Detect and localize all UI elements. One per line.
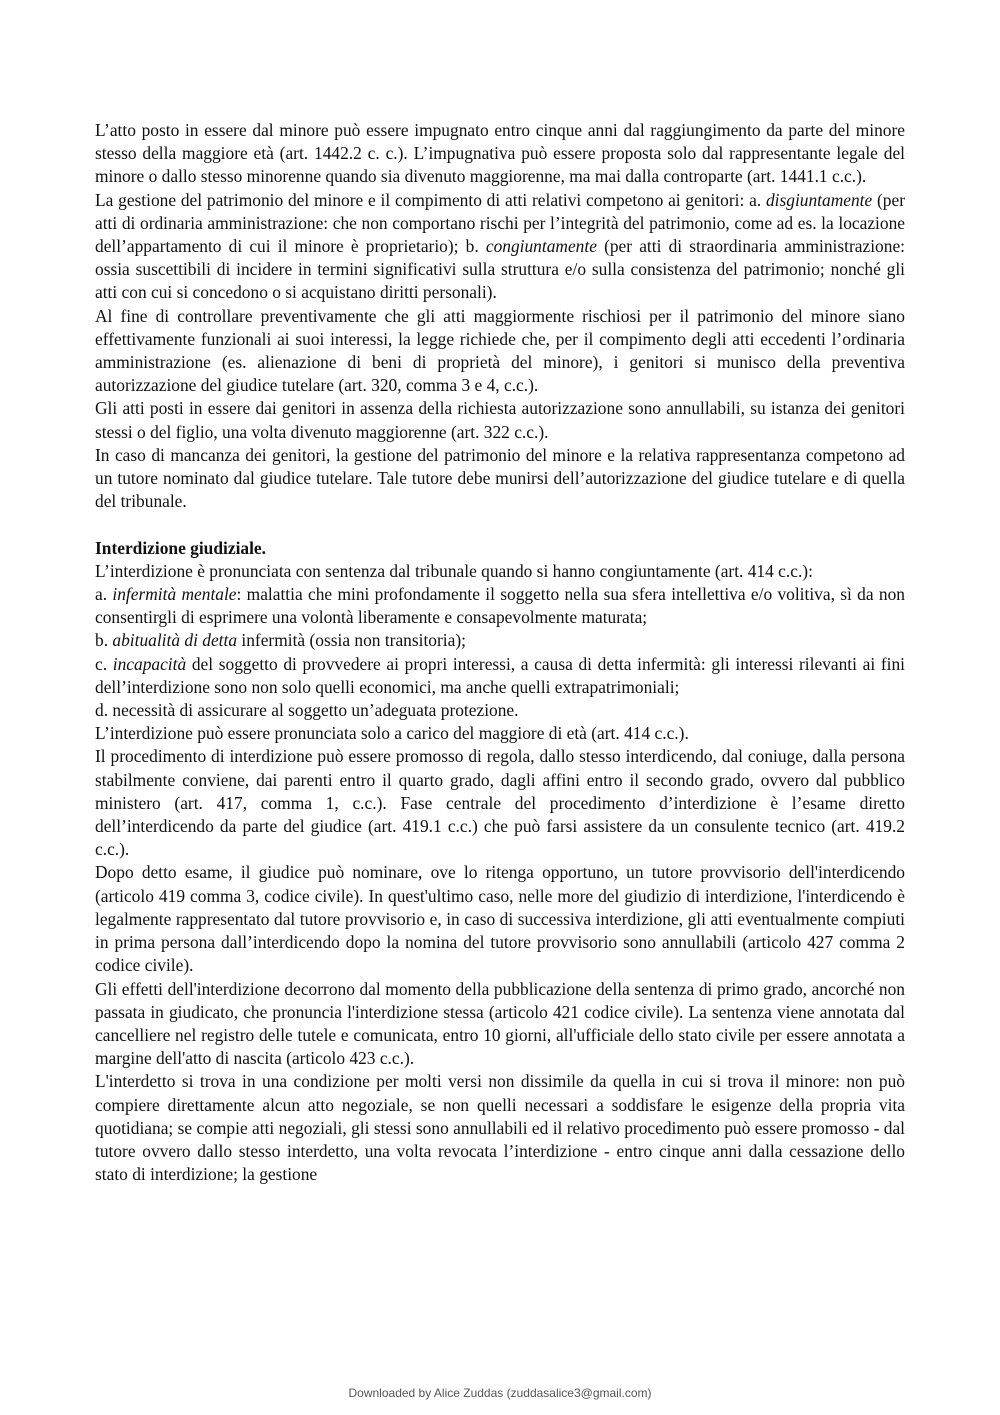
list-item-c <box>95 653 905 699</box>
item-prefix: b. <box>95 630 113 651</box>
paragraph-effetti: Gli effetti dell'interdizione decorrono dal momento della pubblicazione della sentenza di primo grado, ancorché non passata in giudicato, che pronuncia l'interdizione stessa (articolo 421 codice civile). La sentenza viene annotata dal cancelliere nel registro delle tutele e comunicata, entro 10 giorni, all'ufficiale dello stato civile per essere annotata a margine dell'atto di nascita (articolo 423 c.c.). <box>95 978 905 1069</box>
list-item-d: d. necessità di assicurare al soggetto un’adeguata protezione. <box>95 700 519 721</box>
list-item-b <box>95 629 905 652</box>
italic-term: infermità mentale <box>112 584 237 605</box>
section-heading: Interdizione giudiziale. <box>95 537 267 558</box>
text-run: (per atti di straordinaria amministrazione: ossia suscettibili di incidere in termini significativi sulla struttura e/o sulla consistenza del patrimonio; nonché gli atti con cui si concedono o si acquistano diritti personali). <box>95 236 905 303</box>
list-item-a <box>95 583 905 629</box>
item-text: infermità (ossia non transitoria); <box>237 630 466 651</box>
item-text: : malattia che mini profondamente il soggetto nella sua sfera intellettiva e/o volitiva, sì da non consentirgli di esprimere una volontà liberamente e consapevolmente maturata; <box>95 584 905 628</box>
download-footer: Downloaded by Alice Zuddas (zuddasalice3@gmail.com) <box>348 1386 652 1400</box>
blank-line <box>95 513 905 536</box>
paragraph-tutore-provvisorio: Dopo detto esame, il giudice può nominare, ove lo ritenga opportuno, un tutore provvisorio dell'interdicendo (articolo 419 comma 3, codice civile). In quest'ultimo caso, nelle more del giudizio di interdizione, l'interdicendo è legalmente rappresentato dal tutore provvisorio e, in caso di successiva interdizione, gli atti eventualmente compiuti in prima persona dall’interdicendo dopo la nomina del tutore provvisorio sono annullabili (articolo 427 comma 2 codice civile). <box>95 862 905 976</box>
text-run: La gestione del patrimonio del minore e il compimento di atti relativi competono ai genitori: a. <box>95 189 766 210</box>
italic-term: congiuntamente <box>485 236 597 257</box>
paragraph-controllo-preventivo: Al fine di controllare preventivamente che gli atti maggiormente rischiosi per il patrimonio del minore siano effettivamente funzionali ai suoi interessi, la legge richiede che, per il compimento degli atti eccedenti l’ordinaria amministrazione (es. alienazione di beni di proprietà del minore), i genitori si munisco della preventiva autorizzazione del giudice tutelare (art. 320, comma 3 e 4, c.c.). <box>95 305 905 396</box>
paragraph-annullabilita: Gli atti posti in essere dai genitori in assenza della richiesta autorizzazione sono annullabili, su istanza dei genitori stessi o del figlio, una volta divenuto maggiorenne (art. 322 c.c.). <box>95 398 905 442</box>
paragraph-impugnativa: L’atto posto in essere dal minore può essere impugnato entro cinque anni dal raggiungimento da parte del minore stesso della maggiore età (art. 1442.2 c. c.). L’impugnativa può essere proposta solo dal rappresentante legale del minore o dallo stesso minorenne quando sia divenuto maggiorenne, ma mai dalla controparte (art. 1441.1 c.c.). <box>95 120 905 187</box>
paragraph-gestione-patrimonio <box>95 189 905 305</box>
italic-term: disgiuntamente <box>765 189 873 210</box>
item-prefix: a. <box>95 584 113 605</box>
italic-term: abitualità di detta <box>112 630 238 651</box>
paragraph-interdetto: L'interdetto si trova in una condizione per molti versi non dissimile da quella in cui si trova il minore: non può compiere direttamente alcun atto negoziale, se non quelli necessari a soddisfare le esigenze della propria vita quotidiana; se compie atti negoziali, gli stessi sono annullabili ed il relativo procedimento può essere promosso - dal tutore ovvero dallo stesso interdetto, una volta revocata l’interdizione - entro cinque anni dalla cessazione dello stato di interdizione; la gestione <box>95 1071 905 1185</box>
paragraph-tutore: In caso di mancanza dei genitori, la gestione del patrimonio del minore e la relativa rappresentanza competono ad un tutore nominato dal giudice tutelare. Tale tutore debe munirsi dell’autorizzazione del giudice tutelare e di quella del tribunale. <box>95 444 905 512</box>
paragraph-interdizione-intro: L’interdizione è pronunciata con sentenza dal tribunale quando si hanno congiuntamente (art. 414 c.c.): <box>95 560 813 581</box>
item-prefix: c. <box>95 653 113 674</box>
paragraph-procedimento: Il procedimento di interdizione può essere promosso di regola, dallo stesso interdicendo, dal coniuge, dalla persona stabilmente conviene, dai parenti entro il quarto grado, dagli affini entro il secondo grado, ovvero dal pubblico ministero (art. 417, comma 1, c.c.). Fase centrale del procedimento d’interdizione è l’esame diretto dell’interdicendo da parte del giudice (art. 419.1 c.c.) che può farsi assistere da un consulente tecnico (art. 419.2 c.c.). <box>95 746 905 860</box>
paragraph-maggiore-eta: L’interdizione può essere pronunciata solo a carico del maggiore di età (art. 414 c.c.). <box>95 723 689 744</box>
item-text: del soggetto di provvedere ai propri interessi, a causa di detta infermità: gli interessi rilevanti ai fini dell’interdizione sono non solo quelli economici, ma anche quelli extrapatrimoniali; <box>95 653 906 697</box>
document-body <box>95 119 905 1186</box>
italic-term: incapacità <box>112 653 187 674</box>
text-run: (per atti di ordinaria amministrazione: che non comportano rischi per l’integrità del patrimonio, come ad es. la locazione dell’appartamento di cui il minore è proprietario); b. <box>95 189 905 257</box>
